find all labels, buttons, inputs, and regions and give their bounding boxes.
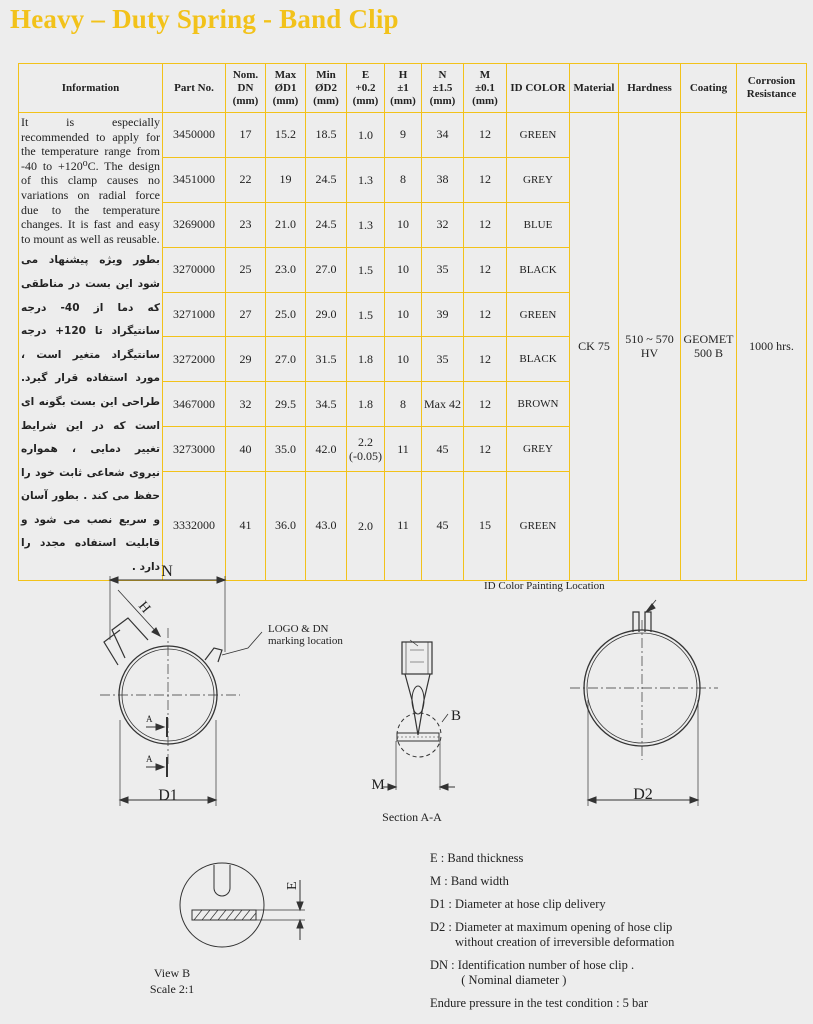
cell-part-no: 3332000 — [163, 472, 226, 581]
cell-n: 35 — [422, 337, 464, 382]
cell-id-color: GREEN — [507, 113, 570, 158]
cell-dn: 32 — [226, 382, 266, 427]
cell-part-no: 3269000 — [163, 202, 226, 247]
page-title: Heavy – Duty Spring - Band Clip — [10, 4, 399, 34]
cell-h: 8 — [385, 157, 422, 202]
cell-h: 8 — [385, 382, 422, 427]
header-corrosion: Corrosion Resistance — [737, 64, 807, 113]
label-logo-line1: LOGO & DN — [268, 623, 329, 635]
header-dn: Nom. DN (mm) — [226, 64, 266, 113]
view-b-line2: Scale 2:1 — [149, 982, 195, 996]
cell-id-color: GREY — [507, 157, 570, 202]
cell-id-color: BLACK — [507, 337, 570, 382]
cell-h: 10 — [385, 292, 422, 337]
cell-part-no: 3450000 — [163, 113, 226, 158]
table-row — [19, 113, 807, 158]
cell-e: 2.0 — [347, 472, 385, 581]
cell-d1: 25.0 — [266, 292, 306, 337]
label-d1: D1 — [158, 787, 178, 804]
cell-m: 12 — [464, 427, 507, 472]
header-coating: Coating — [681, 64, 737, 113]
label-a-bottom: A — [146, 754, 153, 764]
cell-id-color: BROWN — [507, 382, 570, 427]
cell-d1: 23.0 — [266, 247, 306, 292]
view-b-line1: View B — [153, 966, 191, 980]
cell-n: 38 — [422, 157, 464, 202]
cell-d1: 27.0 — [266, 337, 306, 382]
information-cell — [19, 113, 163, 581]
clip-front-view — [100, 576, 262, 806]
header-information: Information — [19, 64, 163, 113]
header-material: Material — [570, 64, 619, 113]
cell-n: 45 — [422, 472, 464, 581]
cell-m: 12 — [464, 113, 507, 158]
section-caption: Section A-A — [382, 810, 442, 824]
cell-part-no: 3272000 — [163, 337, 226, 382]
label-a-top: A — [146, 714, 153, 724]
legend-item: Endure pressure in the test condition : 5 bar — [430, 996, 648, 1010]
cell-d1: 29.5 — [266, 382, 306, 427]
cell-d2: 27.0 — [306, 247, 347, 292]
cell-e: 1.0 — [347, 113, 385, 158]
cell-m: 12 — [464, 382, 507, 427]
cell-dn: 29 — [226, 337, 266, 382]
cell-dn: 25 — [226, 247, 266, 292]
label-b: B — [451, 708, 462, 724]
legend-item: DN : Identification number of hose clip . ( Nominal diameter ) — [430, 958, 635, 987]
cell-d1: 19 — [266, 157, 306, 202]
header-id-color: ID COLOR — [507, 64, 570, 113]
cell-coating: GEOMET 500 B — [681, 113, 737, 581]
spec-table — [18, 63, 807, 581]
header-part-no: Part No. — [163, 64, 226, 113]
cell-id-color: BLACK — [507, 247, 570, 292]
cell-part-no: 3467000 — [163, 382, 226, 427]
cell-dn: 17 — [226, 113, 266, 158]
cell-e: 2.2 (-0.05) — [347, 427, 385, 472]
header-h: H ±1 (mm) — [385, 64, 422, 113]
cell-n: 35 — [422, 247, 464, 292]
cell-d2: 42.0 — [306, 427, 347, 472]
cell-hardness: 510 ~ 570 HV — [619, 113, 681, 581]
label-logo-line2: marking location — [268, 635, 343, 647]
legend-item: E : Band thickness — [430, 851, 524, 865]
info-english: It is especially recommended to apply for the temperature range from -40 to +120⁰C. The design of this clamp causes no variations on radial force due to the temperature changes. It is fast and easy to mount as well as reusable. — [21, 115, 160, 246]
cell-m: 12 — [464, 337, 507, 382]
cell-d2: 29.0 — [306, 292, 347, 337]
cell-d1: 15.2 — [266, 113, 306, 158]
header-hardness: Hardness — [619, 64, 681, 113]
cell-corrosion: 1000 hrs. — [737, 113, 807, 581]
label-n: N — [161, 563, 173, 580]
section-a-a-view — [382, 640, 455, 790]
cell-e: 1.8 — [347, 382, 385, 427]
cell-h: 11 — [385, 472, 422, 581]
cell-d2: 31.5 — [306, 337, 347, 382]
cell-d2: 18.5 — [306, 113, 347, 158]
cell-id-color: BLUE — [507, 202, 570, 247]
cell-n: 34 — [422, 113, 464, 158]
cell-n: 45 — [422, 427, 464, 472]
header-d2: Min ØD2 (mm) — [306, 64, 347, 113]
cell-n: 39 — [422, 292, 464, 337]
cell-h: 11 — [385, 427, 422, 472]
view-b-detail — [180, 863, 305, 947]
cell-dn: 40 — [226, 427, 266, 472]
label-color-location: ID Color Painting Location — [484, 580, 605, 592]
cell-d1: 36.0 — [266, 472, 306, 581]
cell-material: CK 75 — [570, 113, 619, 581]
label-e: E — [285, 881, 300, 890]
cell-h: 10 — [385, 337, 422, 382]
cell-d2: 34.5 — [306, 382, 347, 427]
cell-e: 1.5 — [347, 247, 385, 292]
cell-m: 12 — [464, 157, 507, 202]
cell-dn: 22 — [226, 157, 266, 202]
cell-e: 1.3 — [347, 157, 385, 202]
cell-e: 1.8 — [347, 337, 385, 382]
cell-dn: 27 — [226, 292, 266, 337]
cell-e: 1.3 — [347, 202, 385, 247]
legend-item: D1 : Diameter at hose clip delivery — [430, 897, 606, 911]
cell-h: 10 — [385, 202, 422, 247]
cell-m: 12 — [464, 292, 507, 337]
cell-part-no: 3451000 — [163, 157, 226, 202]
cell-id-color: GREEN — [507, 472, 570, 581]
cell-m: 12 — [464, 247, 507, 292]
cell-d2: 43.0 — [306, 472, 347, 581]
cell-n: Max 42 — [422, 382, 464, 427]
cell-d2: 24.5 — [306, 157, 347, 202]
label-h: H — [134, 598, 153, 617]
cell-h: 9 — [385, 113, 422, 158]
cell-m: 12 — [464, 202, 507, 247]
label-m: M — [371, 777, 385, 793]
cell-dn: 23 — [226, 202, 266, 247]
cell-id-color: GREEN — [507, 292, 570, 337]
cell-part-no: 3270000 — [163, 247, 226, 292]
clip-open-view — [570, 600, 718, 806]
table-header-row — [19, 64, 807, 113]
cell-m: 15 — [464, 472, 507, 581]
cell-e: 1.5 — [347, 292, 385, 337]
cell-d1: 21.0 — [266, 202, 306, 247]
legend-item: D2 : Diameter at maximum opening of hose clip without creation of irreversible deformation — [430, 920, 675, 949]
legend — [430, 851, 674, 1019]
label-d2: D2 — [633, 786, 653, 803]
cell-n: 32 — [422, 202, 464, 247]
header-n: N ±1.5 (mm) — [422, 64, 464, 113]
cell-part-no: 3271000 — [163, 292, 226, 337]
cell-id-color: GREY — [507, 427, 570, 472]
header-e: E +0.2 (mm) — [347, 64, 385, 113]
cell-d1: 35.0 — [266, 427, 306, 472]
info-persian: بطور ویژه پیشنهاد می شود این بست در مناطقی که دما از 40- درجه سانتیگراد تا 120+ درجه سانتیگراد متغیر است ، مورد استفاده قرار گیرد. طراحی این بست بگونه ای است که در این شرایط تغییر دمایی ، همواره نیروی شعاعی ثابت خود را حفظ می کند . بطور آسان و سریع نصب می شود و قابلیت استفاده مجدد را دارد . — [21, 254, 161, 574]
header-m: M ±0.1 (mm) — [464, 64, 507, 113]
cell-h: 10 — [385, 247, 422, 292]
cell-part-no: 3273000 — [163, 427, 226, 472]
cell-d2: 24.5 — [306, 202, 347, 247]
cell-dn: 41 — [226, 472, 266, 581]
legend-item: M : Band width — [430, 874, 509, 888]
header-d1: Max ØD1 (mm) — [266, 64, 306, 113]
